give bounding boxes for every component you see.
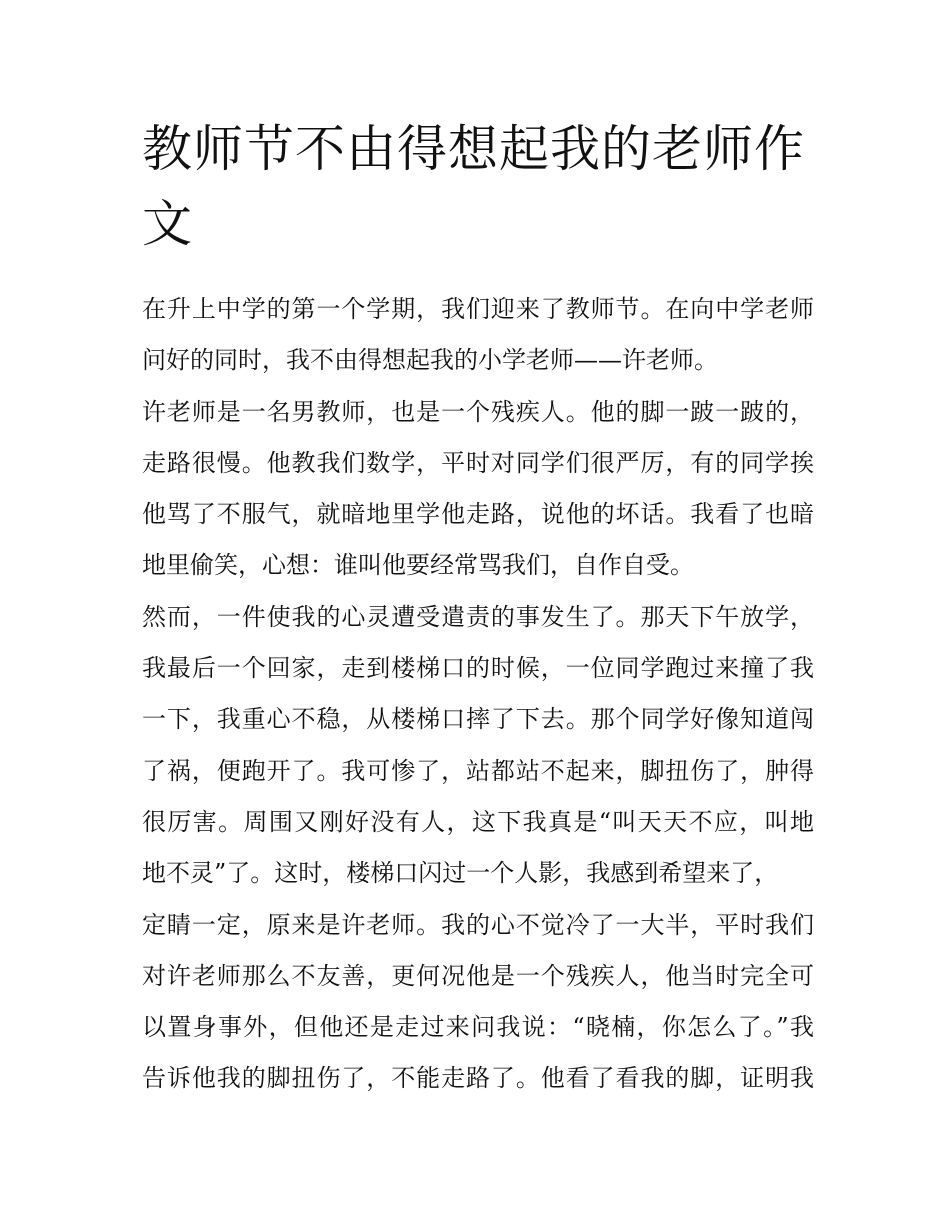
text-line: 然而，一件使我的心灵遭受遣责的事发生了。那天下午放学， xyxy=(142,602,814,631)
text-line: 以置身事外，但他还是走过来问我说：“晓楠，你怎么了。”我 xyxy=(142,1013,814,1042)
text-line: 对许老师那么不友善，更何况他是一个残疾人，他当时完全可 xyxy=(142,961,814,990)
text-line: 了祸，便跑开了。我可惨了，站都站不起来，脚扭伤了，肿得 xyxy=(142,756,814,785)
document-title xyxy=(142,112,814,262)
text-line: 一下，我重心不稳，从楼梯口摔了下去。那个同学好像知道闯 xyxy=(142,705,814,734)
text-line: 问好的同时，我不由得想起我的小学老师——许老师。 xyxy=(142,346,718,375)
text-line: 他骂了不服气，就暗地里学他走路，说他的坏话。我看了也暗 xyxy=(142,500,814,529)
text-line: 地里偷笑，心想：谁叫他要经常骂我们，自作自受。 xyxy=(142,551,694,580)
text-line: 定睛一定，原来是许老师。我的心不觉冷了一大半，平时我们 xyxy=(142,910,814,939)
text-line: 告诉他我的脚扭伤了，不能走路了。他看了看我的脚，证明我 xyxy=(142,1064,814,1093)
text-line: 地不灵”了。这时，楼梯口闪过一个人影，我感到希望来了， xyxy=(142,859,779,888)
title-line: 教师节不由得想起我的老师作 xyxy=(142,120,805,178)
document-content xyxy=(142,112,814,1105)
text-line: 我最后一个回家，走到楼梯口的时候，一位同学跑过来撞了我 xyxy=(142,654,814,683)
text-line: 很厉害。周围又刚好没有人，这下我真是“叫天天不应，叫地 xyxy=(142,807,814,836)
text-line: 许老师是一名男教师，也是一个残疾人。他的脚一跛一跛的， xyxy=(142,397,814,426)
text-line: 走路很慢。他教我们数学，平时对同学们很严厉，有的同学挨 xyxy=(142,448,814,477)
title-line: 文 xyxy=(142,195,193,253)
essay-body xyxy=(142,284,814,1105)
text-line: 在升上中学的第一个学期，我们迎来了教师节。在向中学老师 xyxy=(142,295,814,323)
